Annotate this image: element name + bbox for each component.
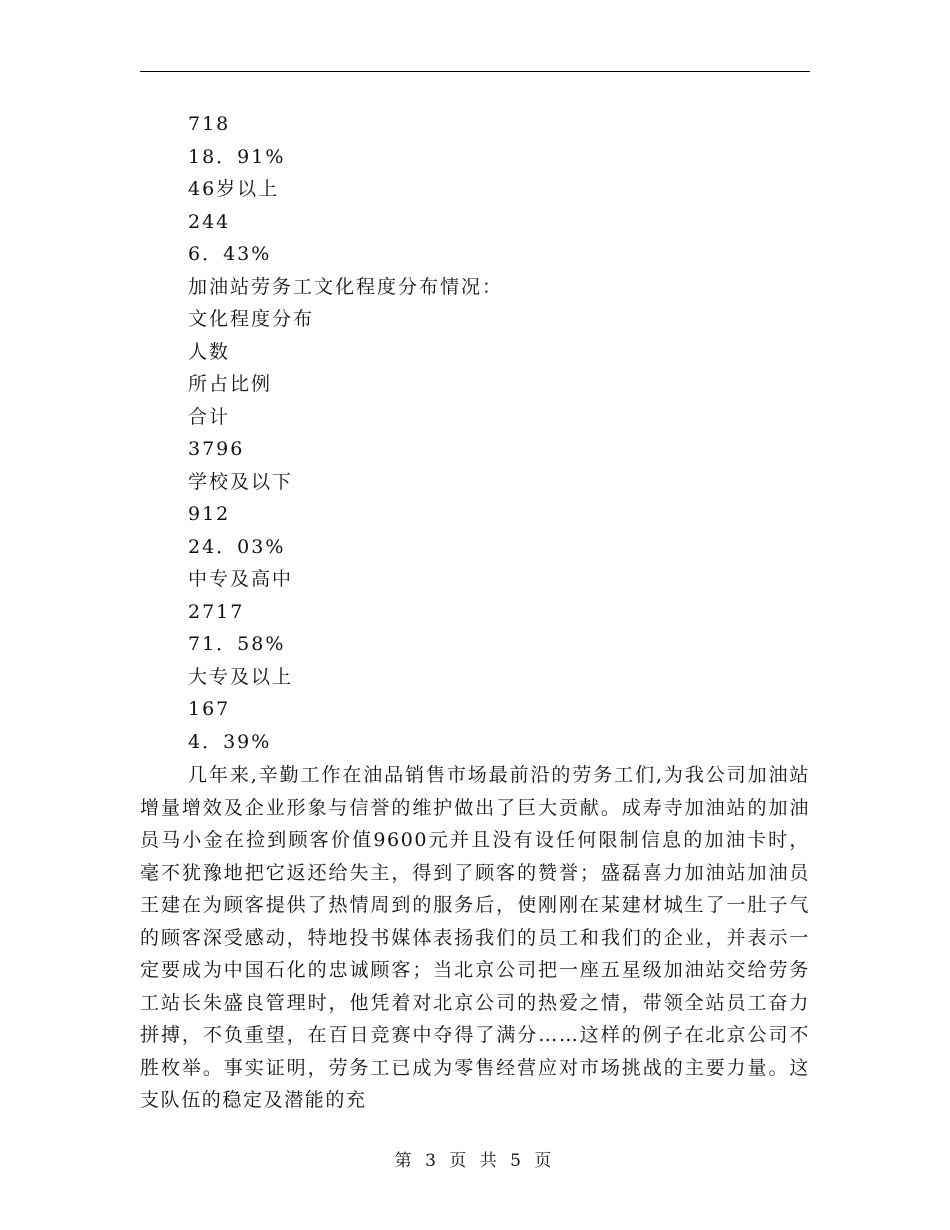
text-line: 4．39% [188,730,272,753]
text-line: 167 [188,698,231,720]
text-line: 6．43% [188,243,272,265]
data-lines [188,108,503,758]
page-footer: 第 3 页 共 5 页 [394,1151,556,1171]
text-line: 46岁以上 [188,178,280,200]
header-rule [140,71,810,72]
text-line: 所占比例 [188,373,273,395]
text-line: 学校及以下 [188,470,294,493]
text-line: 71．58% [188,633,286,655]
text-line: 加油站劳务工文化程度分布情况： [188,275,504,298]
body-paragraph: 几年来,辛勤工作在油品销售市场最前沿的劳务工们,为我公司加油站增量增效及企业形象与信誉的维护做出了巨大贡献。成寿寺加油站的加油员马小金在捡到顾客价值9600元并且没有设任何限制信息的加油卡时，毫不犹豫地把它返还给失主，得到了顾客的赞誉；盛磊喜力加油站加油员王建在为顾客提供了热情周到的服务后，使刚刚在某建材城生了一肚子气的顾客深受感动，特地投书媒体表扬我们的员工和我们的企业，并表示一定要成为中国石化的忠诚顾客；当北京公司把一座五星级加油站交给劳务工站长朱盛良管理时，他凭着对北京公司的热爱之情，带领全站员工奋力拼搏，不负重望，在百日竞赛中夺得了满分……这样的例子在北京公司不胜枚举。事实证明，劳务工已成为零售经营应对市场挑战的主要力量。这支队伍的稳定及潜能的充 [140,764,810,1111]
text-line: 中专及高中 [188,568,294,590]
text-line: 24．03% [188,535,286,558]
text-line: 3796 [188,438,245,460]
text-line: 912 [188,503,231,525]
text-line: 2717 [188,600,245,623]
text-line: 文化程度分布 [188,308,315,330]
text-line: 718 [188,113,231,135]
text-line: 人数 [188,340,231,363]
text-line: 18．91% [188,145,286,168]
text-line: 244 [188,210,231,233]
text-line: 合计 [188,405,231,428]
text-line: 大专及以上 [188,665,294,688]
